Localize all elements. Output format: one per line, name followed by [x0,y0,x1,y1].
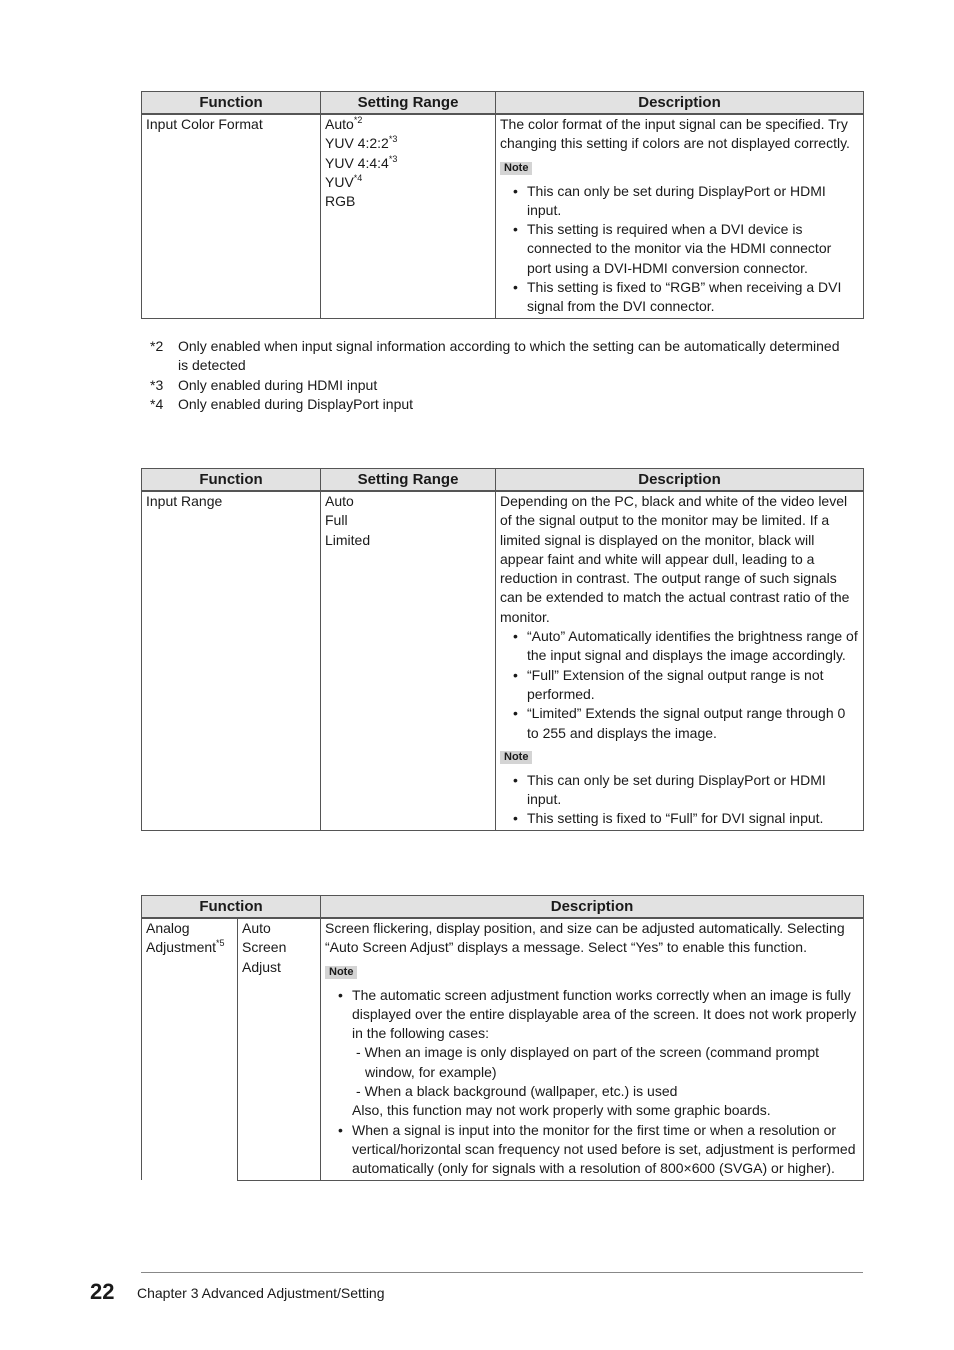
footnote: *3 Only enabled during HDMI input [150,376,378,393]
range-option: Full [325,512,348,529]
option-item: • “Limited” Extends the signal output range through 0 to 255 and displays the image. [513,704,859,743]
note-item: • This setting is fixed to “Full” for DVI signal input. [513,809,859,828]
note-list [325,986,859,1179]
option-item: • “Full” Extension of the signal output range is not performed. [513,666,859,705]
function-cell [142,114,321,318]
note-item: • This setting is required when a DVI device is connected to the monitor via the HDMI connector port using a DVI-HDMI conversion connector. [513,220,859,278]
description-text: Depending on the PC, black and white of the video level of the signal output to the monitor may be limited. If a limited signal is displayed on the monitor, black will appear faint and white will appear dull, leading to a reduction in contrast. The output range of such signals can be extended to match the actual contrast ratio of the monitor. [500,493,850,625]
description-cell [321,918,864,1180]
setting-range-cell [321,491,496,830]
description-cell [496,114,864,318]
function-name: Input Range [146,493,223,509]
input-color-format-table [141,91,864,319]
footer-rule [141,1272,863,1273]
range-option: Auto$^{*2}$ [325,115,363,132]
note-continuation: Also, this function may not work properly with some graphic boards. [352,1102,771,1119]
option-list [500,627,859,743]
note-item: • This setting is fixed to “RGB” when receiving a DVI signal from the DVI connector. [513,278,859,317]
subfunction-cell [238,918,321,1180]
range-option: YUV$^{*4}$ [325,172,363,190]
range-option: Limited [325,531,371,548]
header-setting-range: Setting Range [321,92,496,115]
header-description: Description [321,896,864,919]
note-list [500,771,859,829]
function-cell [142,491,321,830]
setting-range-cell [321,114,496,318]
range-option: YUV 4:2:2$^{*3}$ [325,134,398,152]
input-range-table [141,468,864,831]
header-setting-range: Setting Range [321,469,496,492]
range-option: Auto [325,493,354,509]
description-text: Screen flickering, display position, and size can be adjusted automatically. Selecting “Auto Screen Adjust” displays a message. Select “Yes” to enable this function. [325,920,845,956]
note-item: • When a signal is input into the monitor for the first time or when a resolution or vertical/horizontal scan frequency not used before is set, adjustment is performed automatically (only for signals with a resolution of 800×600 (SVGA) or higher). [338,1121,859,1179]
description-cell [496,491,864,830]
function-cell: Analog Adjustment$^{*5}$ [142,918,238,1180]
case-item: - When a black background (wallpaper, etc.) is used [356,1083,678,1100]
range-option: YUV 4:4:4$^{*3}$ [325,153,398,171]
note-item: • This can only be set during DisplayPort or HDMI input. [513,771,859,810]
subfunction-name: Auto Screen Adjust [242,920,287,975]
description-text: The color format of the input signal can be specified. Try changing this setting if colors are not displayed correctly. [500,116,850,152]
option-item: • “Auto” Automatically identifies the brightness range of the input signal and displays the image accordingly. [513,627,859,666]
analog-adjustment-table [141,895,864,1181]
chapter-title: Chapter 3 Advanced Adjustment/Setting [137,1285,385,1301]
range-option: RGB [325,193,356,210]
header-function: Function [142,896,321,919]
header-function: Function [142,92,321,115]
note-item: • This can only be set during DisplayPort or HDMI input. [513,182,859,221]
footnote: *2 Only enabled when input signal information according to which the setting can be automatically determined is detected [150,338,840,374]
footnote: *4 Only enabled during DisplayPort input [150,395,414,412]
page-number: 22 [90,1279,115,1304]
note-list [500,182,859,317]
function-name: Input Color Format [146,116,263,132]
footnotes [150,337,850,414]
note-badge: Note [500,751,532,764]
case-item: - When an image is only displayed on part of the screen (command prompt window, for example) [356,1044,820,1080]
header-function: Function [142,469,321,492]
header-description: Description [496,92,864,115]
note-item: • The automatic screen adjustment function works correctly when an image is fully displayed over the entire displayable area of the screen. It does not work properly in the following cases: - When an image is only displayed on part of the screen (command prompt window, for example) - When a black background (wallpaper, etc.) is used Also, this function may not work properly with some graphic boards. [338,986,859,1121]
header-description: Description [496,469,864,492]
function-name: Analog Adjustment [146,920,217,956]
note-badge: Note [325,966,357,979]
note-badge: Note [500,162,532,175]
